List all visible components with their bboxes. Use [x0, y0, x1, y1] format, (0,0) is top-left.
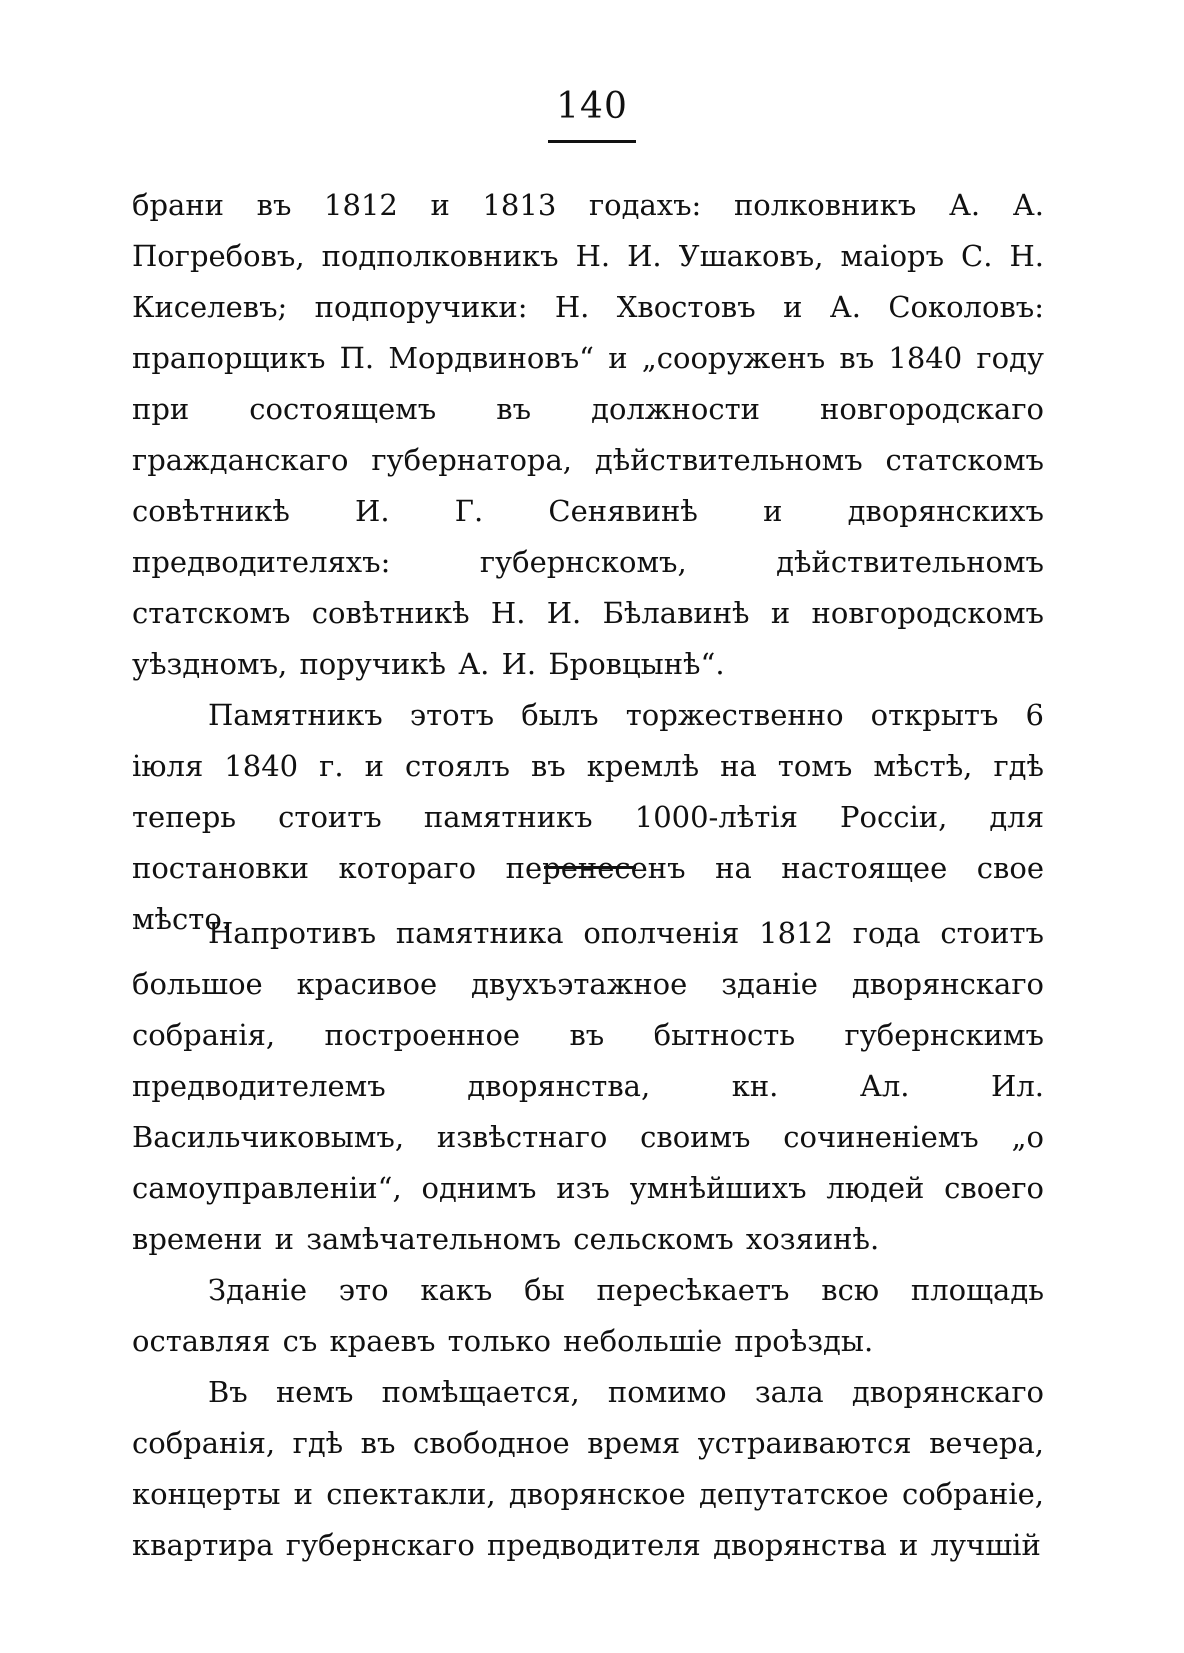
- section-divider: [544, 866, 636, 869]
- page-number: 140: [556, 86, 628, 127]
- paragraph-inscription-continued: брани въ 1812 и 1813 годахъ: полковникъ А. А. Погребовъ, подполковникъ Н. И. Ушаковъ, маіоръ С. Н. Киселевъ; подпоручики: Н. Хвостовъ и А. Соколовъ: прапорщикъ П. Мордвиновъ“ и „сооруженъ въ 1840 году при состоящемъ въ должности новгородскаго гражданскаго губернатора, дѣйствительномъ статскомъ совѣтникѣ И. Г. Сенявинѣ и дворянскихъ предводителяхъ: губернскомъ, дѣйствительномъ статскомъ совѣтникѣ Н. И. Бѣлавинѣ и новгородскомъ уѣздномъ, поручикѣ А. И. Бровцынѣ“.: [132, 188, 1044, 681]
- page-number-underline: [548, 140, 636, 143]
- text-section-assembly: [132, 908, 1044, 1571]
- paragraph-monument-opening: Памятникъ этотъ былъ торжественно открытъ 6 іюля 1840 г. и стоялъ въ кремлѣ на томъ мѣстѣ, гдѣ теперь стоитъ памятникъ 1000-лѣтія Россіи, для постановки котораго перенесенъ на настоящее свое мѣсто.: [132, 698, 1044, 936]
- paragraph-building-contents: Въ немъ помѣщается, помимо зала дворянскаго собранія, гдѣ въ свободное время устраиваются вечера, концерты и спектакли, дворянское депутатское собраніе, квартира губернскаго предводителя дворянства и лучшій: [132, 1375, 1044, 1562]
- text-section-monument: [132, 180, 1044, 945]
- paragraph-building-square: Зданіе это какъ бы пересѣкаетъ всю площадь оставляя съ краевъ только небольшіе проѣзды.: [132, 1273, 1044, 1358]
- paragraph-assembly-building: Напротивъ памятника ополченія 1812 года стоитъ большое красивое двухъэтажное зданіе дворянскаго собранія, построенное въ бытность губернскимъ предводителемъ дворянства, кн. Ал. Ил. Васильчиковымъ, извѣстнаго своимъ сочиненіемъ „о самоуправленіи“, однимъ изъ умнѣйшихъ людей своего времени и замѣчательномъ сельскомъ хозяинѣ.: [132, 916, 1044, 1256]
